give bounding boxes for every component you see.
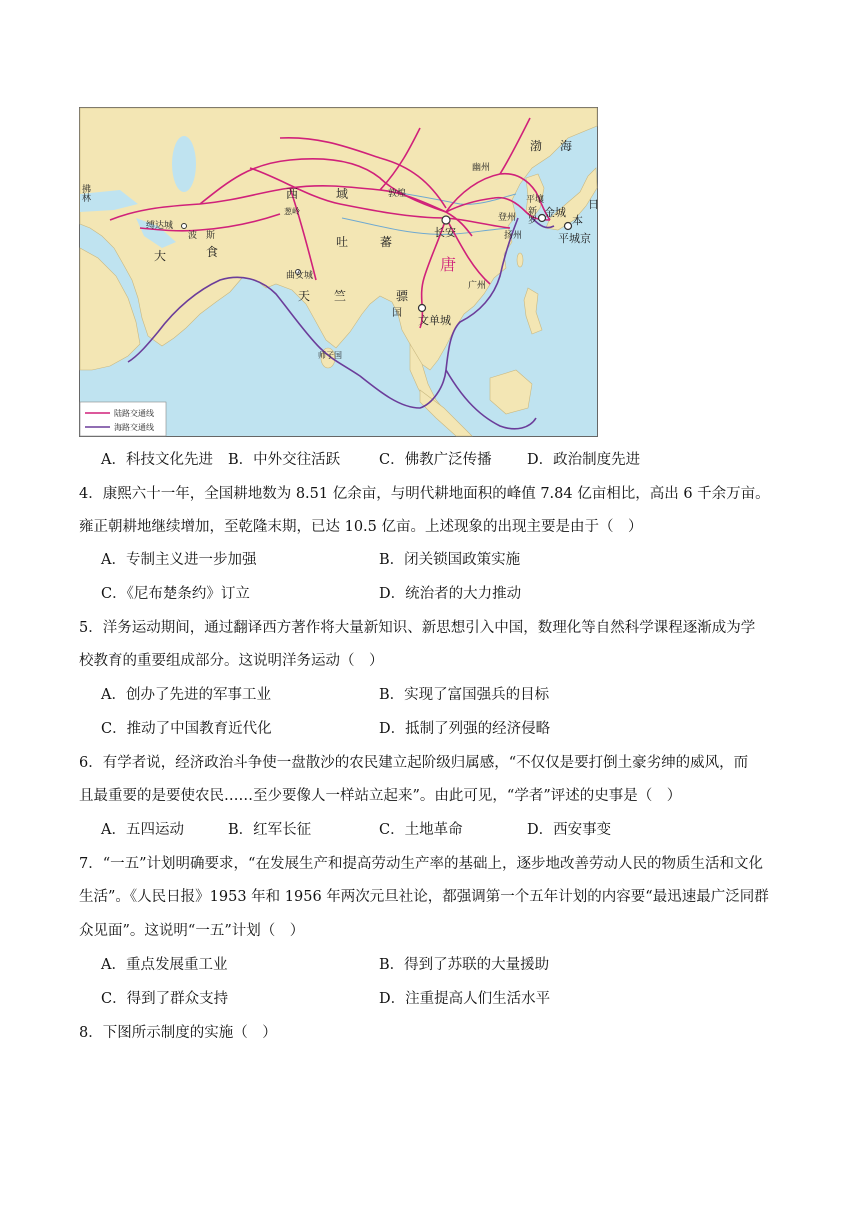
q5-stem-line-2: 校教育的重要组成部分。这说明洋务运动（ ） bbox=[79, 653, 384, 669]
q4-option-c: C．《尼布楚条约》订立 bbox=[101, 586, 250, 602]
q6-stem-line-1: 6．有学者说，经济政治斗争使一盘散沙的农民建立起阶级归属感，“不仅仅是要打倒土豪劣绅的威风，而 bbox=[79, 755, 749, 771]
label-dashi-a: 大 bbox=[154, 249, 167, 263]
q5-option-a: A．创办了先进的军事工业 bbox=[101, 687, 271, 703]
map-legend bbox=[80, 402, 166, 436]
q3-option-d: D．政治制度先进 bbox=[527, 452, 641, 468]
q7-option-c: C．得到了群众支持 bbox=[101, 991, 229, 1007]
q7-stem-line-1: 7．“一五”计划明确要求，“在发展生产和提高劳动生产率的基础上，逐步地改善劳动人民的物质生活和文化 bbox=[79, 856, 763, 872]
q7-option-d: D．注重提高人们生活水平 bbox=[379, 991, 551, 1007]
label-wendancheng: 文单城 bbox=[418, 314, 451, 327]
legend-land-label: 陆路交通线 bbox=[114, 409, 154, 418]
q3-option-b: B．中外交往活跃 bbox=[228, 452, 341, 468]
label-shiziguo: 师子国 bbox=[318, 351, 342, 360]
q6-option-c: C．土地革命 bbox=[379, 822, 463, 838]
q6-option-b: B．红军长征 bbox=[228, 822, 312, 838]
label-tang: 唐 bbox=[440, 255, 457, 274]
q4-stem-line-1: 4．康熙六十一年，全国耕地数为 8.51 亿余亩，与明代耕地面积的峰值 7.84 亿亩相比，高出 6 千余万亩。 bbox=[79, 486, 770, 502]
label-xi: 西 bbox=[286, 187, 299, 201]
caspian-sea bbox=[172, 136, 196, 192]
label-riben-a: 日 bbox=[588, 198, 599, 211]
q5-option-c: C．推动了中国教育近代化 bbox=[101, 721, 272, 737]
label-pingrang: 平壤 bbox=[526, 195, 545, 205]
label-cong: 葱岭 bbox=[284, 207, 300, 216]
q7-stem-line-2: 生活”。《人民日报》1953 年和 1956 年两次元旦社论，都强调第一个五年计划的内容要“最迅速最广泛同群 bbox=[79, 889, 769, 905]
label-yu: 域 bbox=[336, 187, 349, 201]
label-yangzhou: 扬州 bbox=[504, 231, 523, 241]
label-guangzhou: 广州 bbox=[468, 281, 487, 291]
label-xinluo: 新罗 bbox=[528, 207, 538, 226]
baghdad-marker bbox=[182, 224, 187, 229]
label-bosi: 波 斯 bbox=[188, 231, 216, 241]
q7-option-b: B．得到了苏联的大量援助 bbox=[379, 957, 550, 973]
map-graphic bbox=[80, 108, 597, 436]
wendancheng-marker bbox=[419, 305, 426, 312]
q5-stem-line-1: 5．洋务运动期间，通过翻译西方著作将大量新知识、新思想引入中国，数理化等自然科学课程逐渐成为学 bbox=[79, 620, 756, 636]
label-piao-b: 国 bbox=[392, 308, 402, 319]
label-tianzhu-b: 竺 bbox=[334, 289, 347, 303]
label-riben-b: 本 bbox=[572, 214, 583, 227]
q5-option-b: B．实现了富国强兵的目标 bbox=[379, 687, 550, 703]
q7-stem-line-3: 众见面”。这说明“一五”计划（ ） bbox=[79, 923, 305, 939]
q3-option-c: C．佛教广泛传播 bbox=[379, 452, 492, 468]
q3-option-a: A．科技文化先进 bbox=[101, 452, 213, 468]
label-youzhou: 幽州 bbox=[472, 163, 491, 173]
label-dengzhou: 登州 bbox=[498, 213, 517, 223]
label-fan: 蕃 bbox=[380, 235, 393, 249]
pingchengjing-marker bbox=[565, 223, 572, 230]
label-pingchengjing: 平城京 bbox=[558, 232, 591, 245]
q6-option-d: D．西安事变 bbox=[527, 822, 612, 838]
q6-stem-line-2: 且最重要的是要使农民……至少要像人一样站立起来”。由此可见，“学者”评述的史事是（ ） bbox=[79, 788, 682, 804]
q4-option-b: B．闭关锁国政策实施 bbox=[379, 552, 521, 568]
taiwan-island bbox=[517, 253, 523, 267]
legend-sea-label: 海路交通线 bbox=[114, 423, 154, 432]
label-jincheng: 金城 bbox=[544, 206, 566, 219]
tang-trade-routes-map bbox=[79, 107, 598, 437]
q6-option-a: A．五四运动 bbox=[101, 822, 184, 838]
label-piao-a: 骠 bbox=[396, 289, 409, 303]
label-baghdad: 缚达城 bbox=[146, 221, 174, 231]
label-fulin: 拂林 bbox=[82, 185, 92, 204]
label-changan: 长安 bbox=[434, 226, 456, 239]
label-dashi-b: 食 bbox=[206, 245, 219, 259]
q4-stem-line-2: 雍正朝耕地继续增加，至乾隆末期，已达 10.5 亿亩。上述现象的出现主要是由于（ ） bbox=[79, 519, 643, 535]
q4-option-d: D．统治者的大力推动 bbox=[379, 586, 522, 602]
label-bohai-a: 渤 bbox=[530, 139, 543, 153]
label-qunucheng: 曲女城 bbox=[286, 271, 314, 281]
q5-option-d: D．抵制了列强的经济侵略 bbox=[379, 721, 551, 737]
q4-option-a: A．专制主义进一步加强 bbox=[101, 552, 257, 568]
label-tianzhu-a: 天 bbox=[298, 289, 311, 303]
label-bohai-b: 海 bbox=[560, 139, 573, 153]
q7-option-a: A．重点发展重工业 bbox=[101, 957, 228, 973]
label-tu: 吐 bbox=[336, 235, 349, 249]
changan-marker bbox=[442, 216, 450, 224]
label-dunhuang: 敦煌 bbox=[388, 189, 407, 199]
q8-stem-line-1: 8．下图所示制度的实施（ ） bbox=[79, 1025, 277, 1041]
